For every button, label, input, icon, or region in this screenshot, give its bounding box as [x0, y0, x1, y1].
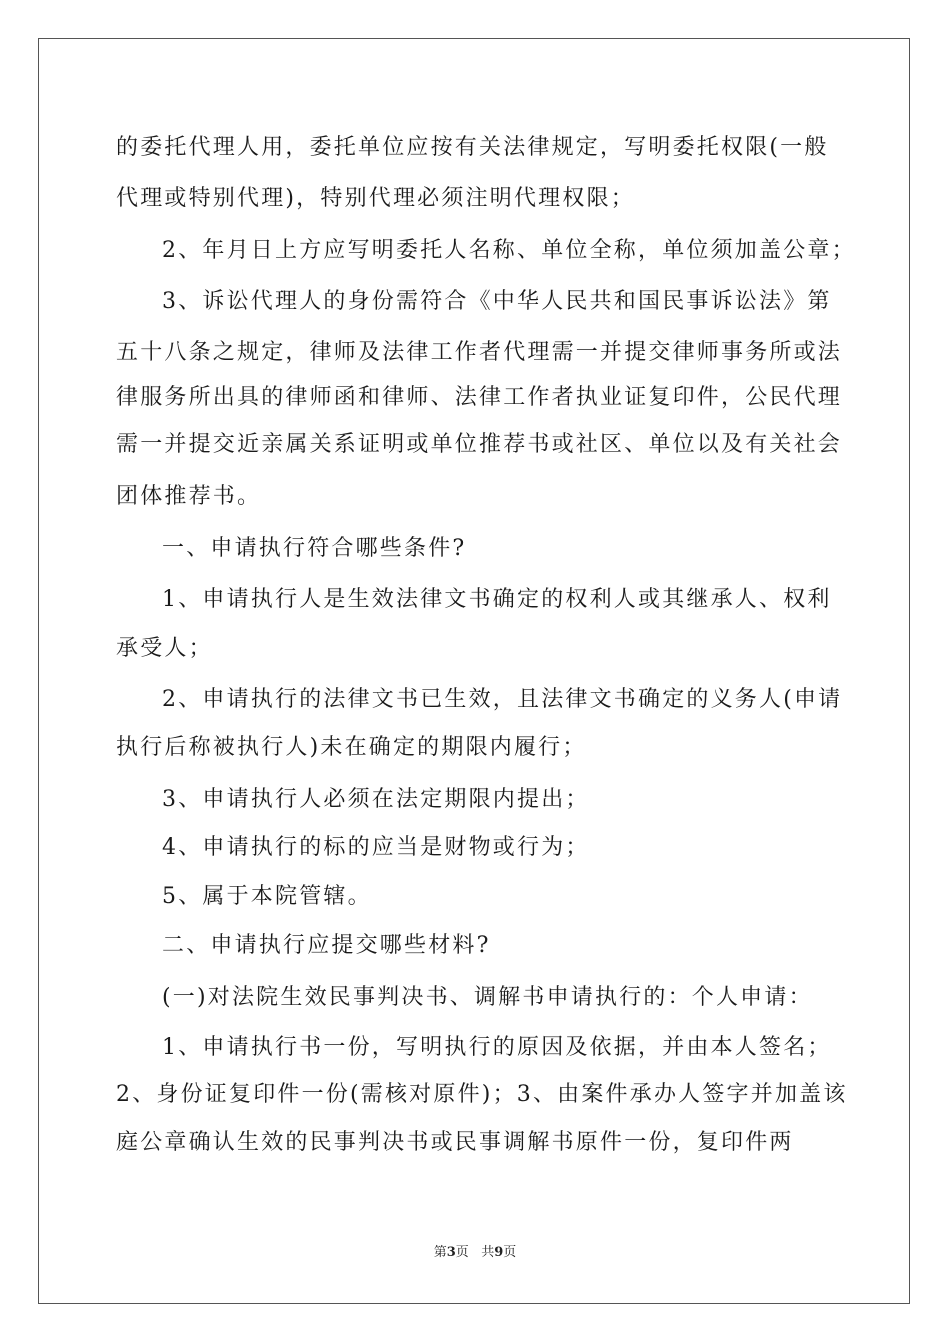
text-line: 执行后称被执行人)未在确定的期限内履行；	[116, 735, 587, 760]
text-line: 律服务所出具的律师函和律师、法律工作者执业证复印件，公民代理	[116, 385, 843, 410]
text-line: 庭公章确认生效的民事判决书或民事调解书原件一份，复印件两	[116, 1130, 794, 1155]
text-line: 2、申请执行的法律文书已生效，且法律文书确定的义务人(申请	[162, 687, 843, 712]
section-heading: 一、申请执行符合哪些条件?	[162, 536, 467, 561]
text-line: 承受人；	[116, 636, 213, 661]
text-line: 2、身份证复印件一份(需核对原件)；3、由案件承办人签字并加盖该	[116, 1082, 848, 1107]
text-line: 2、年月日上方应写明委托人名称、单位全称，单位须加盖公章；	[162, 238, 856, 263]
text-line: 1、申请执行人是生效法律文书确定的权利人或其继承人、权利	[162, 587, 832, 612]
text-line: 1、申请执行书一份，写明执行的原因及依据，并由本人签名；	[162, 1035, 832, 1060]
text-line: 5、属于本院管辖。	[162, 884, 372, 909]
page-number-suffix: 页	[455, 1245, 469, 1260]
text-line: 的委托代理人用，委托单位应按有关法律规定，写明委托权限(一般	[116, 135, 829, 160]
text-line: 代理或特别代理)，特别代理必须注明代理权限；	[116, 186, 635, 211]
page-footer	[0, 1244, 950, 1262]
page-number-prefix: 第	[433, 1245, 447, 1260]
page-number-current: 3	[446, 1245, 456, 1260]
page-total-suffix: 页	[503, 1245, 517, 1260]
text-line: 五十八条之规定，律师及法律工作者代理需一并提交律师事务所或法	[116, 340, 843, 365]
text-line: 3、诉讼代理人的身份需符合《中华人民共和国民事诉讼法》第	[162, 289, 832, 314]
page-total-count: 9	[494, 1245, 504, 1260]
text-line: (一)对法院生效民事判决书、调解书申请执行的：个人申请：	[162, 985, 813, 1010]
text-line: 3、申请执行人必须在法定期限内提出；	[162, 787, 590, 812]
section-heading: 二、申请执行应提交哪些材料?	[162, 933, 491, 958]
page-total-prefix: 共	[481, 1245, 495, 1260]
text-line: 团体推荐书。	[116, 484, 262, 509]
text-line: 需一并提交近亲属关系证明或单位推荐书或社区、单位以及有关社会	[116, 432, 843, 457]
text-line: 4、申请执行的标的应当是财物或行为；	[162, 835, 590, 860]
